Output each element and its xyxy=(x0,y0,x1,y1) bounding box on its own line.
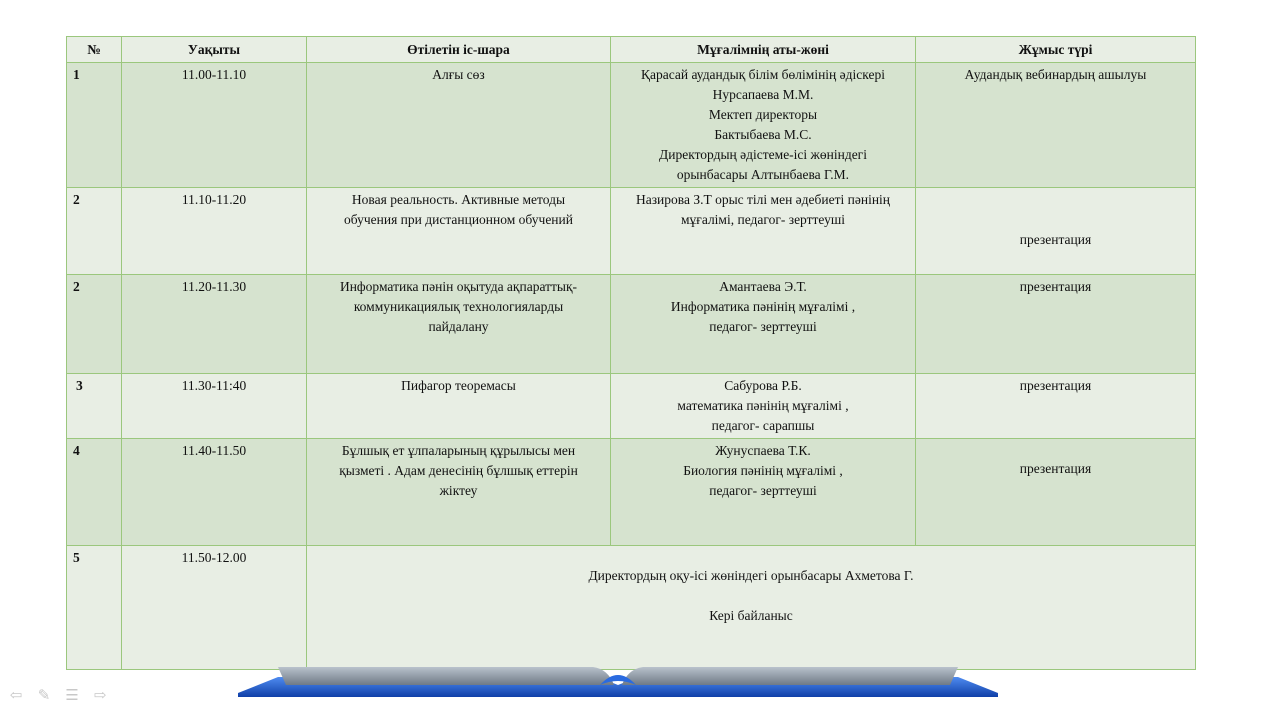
prev-arrow-icon[interactable]: ⇦ xyxy=(9,688,23,704)
row-time: 11.30-11:40 xyxy=(122,374,307,439)
book-left-pages xyxy=(278,667,614,685)
row-work-type: Аудандық вебинардың ашылуы xyxy=(916,63,1196,188)
row-time: 11.10-11.20 xyxy=(122,188,307,275)
teacher-line: математика пәнінің мұғалімі , xyxy=(677,398,849,413)
row-work-type: презентация xyxy=(916,439,1196,546)
header-event: Өтілетін іс-шара xyxy=(307,37,611,63)
slide-navigation xyxy=(6,686,110,705)
table-row xyxy=(67,63,1196,188)
event-line: Новая реальность. Активные методы xyxy=(351,192,566,207)
table-header-row xyxy=(67,37,1196,63)
event-line: коммуникациялық технологияларды xyxy=(353,299,564,314)
row-merged-content xyxy=(307,546,1196,670)
spacer xyxy=(313,586,1189,606)
teacher-line: Биология пәнінің мұғалімі , xyxy=(683,463,843,478)
header-number: № xyxy=(67,37,122,63)
row-work-type: презентация xyxy=(916,188,1196,275)
open-book-decoration xyxy=(238,663,998,697)
book-right-pages xyxy=(622,667,958,685)
teacher-line: Сабурова Р.Б. xyxy=(724,378,802,393)
event-line: Бұлшық ет ұлпаларының құрылысы мен xyxy=(341,443,576,458)
row-event xyxy=(307,439,611,546)
teacher-line: педагог- сарапшы xyxy=(711,418,815,433)
event-line: қызметі . Адам денесінің бұлшық еттерін xyxy=(339,463,578,478)
table-row xyxy=(67,546,1196,670)
teacher-line: Амантаева Э.Т. xyxy=(719,279,807,294)
row-teacher xyxy=(611,374,916,439)
row-event xyxy=(307,275,611,374)
teacher-line: Информатика пәнінің мұғалімі , xyxy=(670,299,856,314)
row-number: 2 xyxy=(67,188,122,275)
header-teacher: Мұғалімнің аты-жөні xyxy=(611,37,916,63)
table-row xyxy=(67,275,1196,374)
teacher-line: орынбасары Алтынбаева Г.М. xyxy=(676,167,850,182)
row-event: Пифагор теоремасы xyxy=(307,374,611,439)
row-event: Алғы сөз xyxy=(307,63,611,188)
merged-line-deputy: Директордың оқу-ісі жөніндегі орынбасары Ахметова Г. xyxy=(588,568,914,583)
event-line: обучения при дистанционном обучений xyxy=(344,212,573,227)
pen-icon[interactable]: ✎ xyxy=(37,688,51,704)
teacher-line: Бактыбаева М.С. xyxy=(714,127,812,142)
menu-icon[interactable]: ☰ xyxy=(65,688,79,704)
row-time: 11.20-11.30 xyxy=(122,275,307,374)
event-line: пайдалану xyxy=(428,319,489,334)
header-work-type: Жұмыс түрі xyxy=(916,37,1196,63)
row-teacher xyxy=(611,63,916,188)
row-time: 11.50-12.00 xyxy=(122,546,307,670)
row-number: 3 xyxy=(67,374,122,439)
table-row xyxy=(67,439,1196,546)
row-number: 2 xyxy=(67,275,122,374)
row-work-type: презентация xyxy=(916,374,1196,439)
row-event xyxy=(307,188,611,275)
row-number: 1 xyxy=(67,63,122,188)
teacher-line: Назирова З.Т орыс тілі мен әдебиеті пәнінің xyxy=(635,192,891,207)
table-row xyxy=(67,188,1196,275)
teacher-line: Жунуспаева Т.К. xyxy=(715,443,811,458)
row-number: 5 xyxy=(67,546,122,670)
teacher-line: Мектеп директоры xyxy=(708,107,818,122)
teacher-line: педагог- зерттеуші xyxy=(709,483,817,498)
table-row xyxy=(67,374,1196,439)
merged-line-feedback: Кері байланыс xyxy=(709,608,793,623)
row-teacher xyxy=(611,439,916,546)
row-time: 11.00-11.10 xyxy=(122,63,307,188)
teacher-line: мұғалімі, педагог- зерттеуші xyxy=(681,212,845,227)
row-work-type: презентация xyxy=(916,275,1196,374)
header-time: Уақыты xyxy=(122,37,307,63)
event-line: Информатика пәнін оқытуда ақпараттық- xyxy=(339,279,578,294)
teacher-line: Нурсапаева М.М. xyxy=(712,87,814,102)
teacher-line: Қарасай аудандық білім бөлімінің әдіскері xyxy=(641,67,885,82)
teacher-line: педагог- зерттеуші xyxy=(709,319,817,334)
row-number: 4 xyxy=(67,439,122,546)
event-line: жіктеу xyxy=(439,483,478,498)
row-teacher xyxy=(611,188,916,275)
row-teacher xyxy=(611,275,916,374)
next-arrow-icon[interactable]: ⇨ xyxy=(93,688,107,704)
schedule-table xyxy=(66,36,1196,670)
teacher-line: Директордың әдістеме-ісі жөніндегі xyxy=(659,147,867,162)
row-time: 11.40-11.50 xyxy=(122,439,307,546)
